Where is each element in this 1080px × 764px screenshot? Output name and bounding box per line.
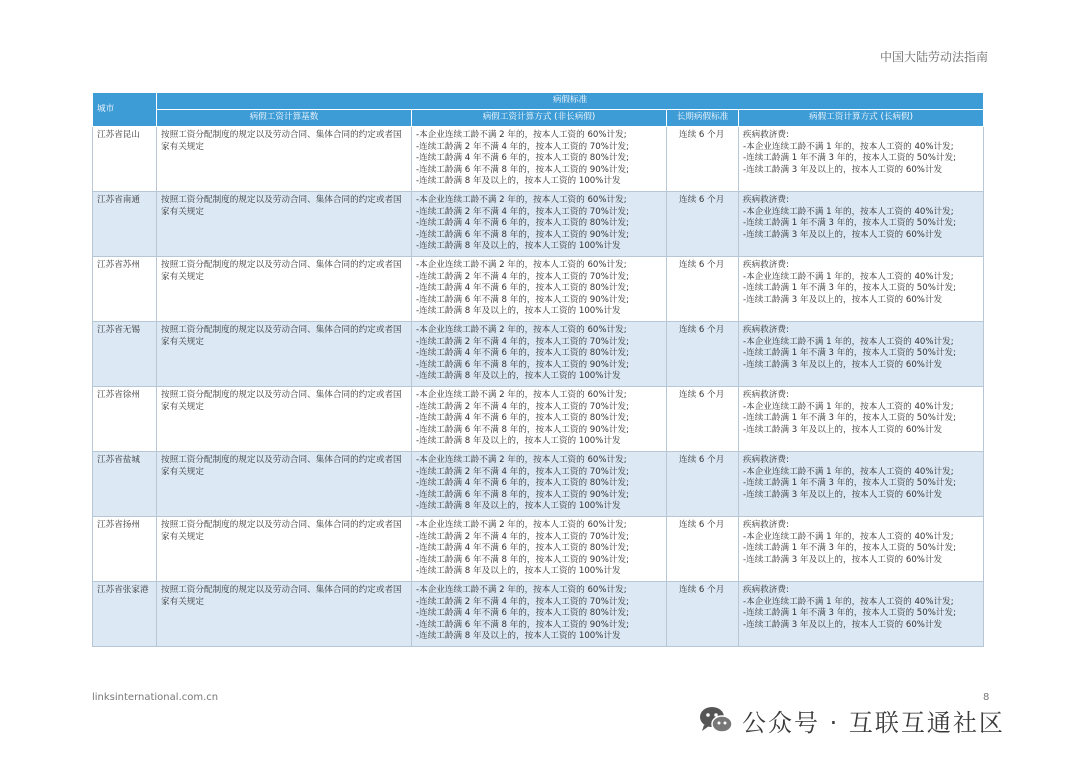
cell-city: 江苏省昆山 bbox=[93, 127, 157, 192]
cell-long-term-method bbox=[739, 452, 984, 517]
cell-short-term-method-line: -本企业连续工龄不满 2 年的，按本人工资的 60%计发; bbox=[416, 195, 627, 205]
cell-wage-base: 按照工资分配制度的规定以及劳动合同、集体合同的约定或者国家有关规定 bbox=[157, 322, 412, 387]
cell-short-term-method bbox=[412, 517, 667, 582]
cell-long-term-method-line: 疾病救济费: bbox=[743, 195, 789, 205]
cell-wage-base: 按照工资分配制度的规定以及劳动合同、集体合同的约定或者国家有关规定 bbox=[157, 517, 412, 582]
table-row bbox=[93, 452, 984, 517]
cell-long-term-method-line: -连续工龄满 3 年及以上的，按本人工资的 60%计发 bbox=[743, 164, 943, 175]
cell-city: 江苏省张家港 bbox=[93, 582, 157, 647]
cell-long-term-method-line: -连续工龄满 3 年及以上的，按本人工资的 60%计发 bbox=[743, 294, 943, 305]
cell-short-term-method-line: -连续工龄满 8 年及以上的，按本人工资的 100%计发 bbox=[416, 241, 621, 252]
cell-long-term-method-line: 疾病救济费: bbox=[743, 260, 789, 270]
cell-long-term-method-line: -连续工龄满 3 年及以上的，按本人工资的 60%计发 bbox=[743, 554, 943, 565]
watermark bbox=[698, 702, 1005, 738]
cell-short-term-method bbox=[412, 127, 667, 192]
cell-short-term-method bbox=[412, 322, 667, 387]
cell-long-term-method-line: 疾病救济费: bbox=[743, 325, 789, 335]
cell-long-term-method-line: -本企业连续工龄不满 1 年的，按本人工资的 40%计发; bbox=[743, 206, 954, 217]
table-row bbox=[93, 192, 984, 257]
cell-short-term-method-line: -连续工龄满 4 年不满 6 年的，按本人工资的 80%计发; bbox=[416, 608, 629, 619]
cell-short-term-method bbox=[412, 387, 667, 452]
cell-short-term-method-line: -连续工龄满 8 年及以上的，按本人工资的 100%计发 bbox=[416, 436, 621, 447]
cell-short-term-method-line: -连续工龄满 6 年不满 8 年的，按本人工资的 90%计发; bbox=[416, 424, 629, 435]
cell-short-term-method-line: -本企业连续工龄不满 2 年的，按本人工资的 60%计发; bbox=[416, 520, 627, 530]
wechat-icon bbox=[698, 705, 734, 735]
cell-long-term-standard: 连续 6 个月 bbox=[667, 517, 739, 582]
cell-long-term-method-line: -连续工龄满 3 年及以上的，按本人工资的 60%计发 bbox=[743, 619, 943, 630]
cell-short-term-method-line: -连续工龄满 6 年不满 8 年的，按本人工资的 90%计发; bbox=[416, 619, 629, 630]
cell-long-term-standard: 连续 6 个月 bbox=[667, 322, 739, 387]
header-long-term-method: 病假工资计算方式 (长病假) bbox=[739, 110, 984, 127]
cell-short-term-method-line: -连续工龄满 4 年不满 6 年的，按本人工资的 80%计发; bbox=[416, 413, 629, 424]
cell-wage-base: 按照工资分配制度的规定以及劳动合同、集体合同的约定或者国家有关规定 bbox=[157, 192, 412, 257]
cell-long-term-method-line: -连续工龄满 1 年不满 3 年的，按本人工资的 50%计发; bbox=[743, 608, 956, 619]
cell-short-term-method-line: -连续工龄满 2 年不满 4 年的，按本人工资的 70%计发; bbox=[416, 531, 629, 542]
cell-short-term-method-line: -连续工龄满 6 年不满 8 年的，按本人工资的 90%计发; bbox=[416, 229, 629, 240]
cell-wage-base: 按照工资分配制度的规定以及劳动合同、集体合同的约定或者国家有关规定 bbox=[157, 452, 412, 517]
cell-long-term-method-line: -连续工龄满 1 年不满 3 年的，按本人工资的 50%计发; bbox=[743, 478, 956, 489]
cell-long-term-method-line: -连续工龄满 3 年及以上的，按本人工资的 60%计发 bbox=[743, 489, 943, 500]
cell-long-term-standard: 连续 6 个月 bbox=[667, 257, 739, 322]
cell-short-term-method-line: -本企业连续工龄不满 2 年的，按本人工资的 60%计发; bbox=[416, 130, 627, 140]
cell-long-term-method-line: -连续工龄满 1 年不满 3 年的，按本人工资的 50%计发; bbox=[743, 348, 956, 359]
cell-short-term-method-line: -连续工龄满 4 年不满 6 年的，按本人工资的 80%计发; bbox=[416, 348, 629, 359]
header-long-term-standard: 长期病假标准 bbox=[667, 110, 739, 127]
cell-short-term-method-line: -连续工龄满 6 年不满 8 年的，按本人工资的 90%计发; bbox=[416, 489, 629, 500]
cell-short-term-method bbox=[412, 192, 667, 257]
cell-long-term-method bbox=[739, 582, 984, 647]
cell-city: 江苏省南通 bbox=[93, 192, 157, 257]
cell-long-term-method-line: -本企业连续工龄不满 1 年的，按本人工资的 40%计发; bbox=[743, 271, 954, 282]
table-row bbox=[93, 322, 984, 387]
cell-short-term-method-line: -连续工龄满 4 年不满 6 年的，按本人工资的 80%计发; bbox=[416, 283, 629, 294]
cell-long-term-method bbox=[739, 192, 984, 257]
cell-long-term-method-line: 疾病救济费: bbox=[743, 455, 789, 465]
cell-long-term-method-line: -本企业连续工龄不满 1 年的，按本人工资的 40%计发; bbox=[743, 596, 954, 607]
cell-short-term-method bbox=[412, 257, 667, 322]
cell-long-term-method bbox=[739, 387, 984, 452]
cell-long-term-standard: 连续 6 个月 bbox=[667, 192, 739, 257]
cell-long-term-method-line: -连续工龄满 1 年不满 3 年的，按本人工资的 50%计发; bbox=[743, 153, 956, 164]
cell-short-term-method-line: -连续工龄满 6 年不满 8 年的，按本人工资的 90%计发; bbox=[416, 294, 629, 305]
cell-long-term-method-line: -连续工龄满 1 年不满 3 年的，按本人工资的 50%计发; bbox=[743, 283, 956, 294]
cell-short-term-method-line: -连续工龄满 4 年不满 6 年的，按本人工资的 80%计发; bbox=[416, 218, 629, 229]
cell-long-term-method-line: -本企业连续工龄不满 1 年的，按本人工资的 40%计发; bbox=[743, 401, 954, 412]
cell-long-term-method-line: -连续工龄满 1 年不满 3 年的，按本人工资的 50%计发; bbox=[743, 413, 956, 424]
cell-short-term-method-line: -连续工龄满 2 年不满 4 年的，按本人工资的 70%计发; bbox=[416, 596, 629, 607]
table-body bbox=[93, 127, 984, 647]
cell-city: 江苏省盐城 bbox=[93, 452, 157, 517]
cell-long-term-method bbox=[739, 127, 984, 192]
cell-city: 江苏省无锡 bbox=[93, 322, 157, 387]
cell-long-term-method-line: -连续工龄满 3 年及以上的，按本人工资的 60%计发 bbox=[743, 229, 943, 240]
table-row bbox=[93, 257, 984, 322]
cell-short-term-method bbox=[412, 582, 667, 647]
table-row bbox=[93, 387, 984, 452]
cell-short-term-method-line: -连续工龄满 6 年不满 8 年的，按本人工资的 90%计发; bbox=[416, 359, 629, 370]
cell-short-term-method-line: -连续工龄满 8 年及以上的，按本人工资的 100%计发 bbox=[416, 176, 621, 187]
cell-long-term-method bbox=[739, 322, 984, 387]
table-row bbox=[93, 517, 984, 582]
cell-short-term-method-line: -连续工龄满 4 年不满 6 年的，按本人工资的 80%计发; bbox=[416, 153, 629, 164]
cell-long-term-standard: 连续 6 个月 bbox=[667, 387, 739, 452]
cell-long-term-method-line: -连续工龄满 3 年及以上的，按本人工资的 60%计发 bbox=[743, 424, 943, 435]
cell-long-term-method-line: -连续工龄满 3 年及以上的，按本人工资的 60%计发 bbox=[743, 359, 943, 370]
cell-city: 江苏省苏州 bbox=[93, 257, 157, 322]
cell-city: 江苏省徐州 bbox=[93, 387, 157, 452]
cell-wage-base: 按照工资分配制度的规定以及劳动合同、集体合同的约定或者国家有关规定 bbox=[157, 387, 412, 452]
cell-wage-base: 按照工资分配制度的规定以及劳动合同、集体合同的约定或者国家有关规定 bbox=[157, 582, 412, 647]
cell-short-term-method-line: -连续工龄满 2 年不满 4 年的，按本人工资的 70%计发; bbox=[416, 401, 629, 412]
cell-short-term-method-line: -连续工龄满 8 年及以上的，按本人工资的 100%计发 bbox=[416, 631, 621, 642]
header-short-term-method: 病假工资计算方式 (非长病假) bbox=[412, 110, 667, 127]
cell-long-term-method bbox=[739, 517, 984, 582]
cell-long-term-method-line: -本企业连续工龄不满 1 年的，按本人工资的 40%计发; bbox=[743, 141, 954, 152]
cell-long-term-method-line: -本企业连续工龄不满 1 年的，按本人工资的 40%计发; bbox=[743, 336, 954, 347]
cell-long-term-standard: 连续 6 个月 bbox=[667, 582, 739, 647]
cell-short-term-method-line: -连续工龄满 2 年不满 4 年的，按本人工资的 70%计发; bbox=[416, 466, 629, 477]
cell-short-term-method bbox=[412, 452, 667, 517]
cell-long-term-method-line: -连续工龄满 1 年不满 3 年的，按本人工资的 50%计发; bbox=[743, 218, 956, 229]
table-row bbox=[93, 127, 984, 192]
document-title: 中国大陆劳动法指南 bbox=[879, 50, 988, 64]
cell-long-term-method-line: -本企业连续工龄不满 1 年的，按本人工资的 40%计发; bbox=[743, 466, 954, 477]
cell-short-term-method-line: -连续工龄满 6 年不满 8 年的，按本人工资的 90%计发; bbox=[416, 554, 629, 565]
watermark-text: 公众号 · 互联互通社区 bbox=[742, 708, 1005, 737]
cell-long-term-method bbox=[739, 257, 984, 322]
cell-short-term-method-line: -连续工龄满 6 年不满 8 年的，按本人工资的 90%计发; bbox=[416, 164, 629, 175]
cell-long-term-method-line: 疾病救济费: bbox=[743, 130, 789, 140]
cell-short-term-method-line: -本企业连续工龄不满 2 年的，按本人工资的 60%计发; bbox=[416, 390, 627, 400]
cell-long-term-method-line: 疾病救济费: bbox=[743, 390, 789, 400]
cell-city: 江苏省扬州 bbox=[93, 517, 157, 582]
cell-short-term-method-line: -本企业连续工龄不满 2 年的，按本人工资的 60%计发; bbox=[416, 260, 627, 270]
header-sick-leave-standard: 病假标准 bbox=[157, 93, 984, 110]
cell-long-term-method-line: 疾病救济费: bbox=[743, 585, 789, 595]
cell-long-term-standard: 连续 6 个月 bbox=[667, 452, 739, 517]
sick-leave-table-container bbox=[92, 92, 983, 647]
cell-short-term-method-line: -连续工龄满 8 年及以上的，按本人工资的 100%计发 bbox=[416, 371, 621, 382]
cell-short-term-method-line: -本企业连续工龄不满 2 年的，按本人工资的 60%计发; bbox=[416, 325, 627, 335]
cell-long-term-method-line: 疾病救济费: bbox=[743, 520, 789, 530]
cell-wage-base: 按照工资分配制度的规定以及劳动合同、集体合同的约定或者国家有关规定 bbox=[157, 127, 412, 192]
header-city: 城市 bbox=[93, 93, 157, 127]
cell-short-term-method-line: -连续工龄满 2 年不满 4 年的，按本人工资的 70%计发; bbox=[416, 336, 629, 347]
sick-leave-table bbox=[92, 92, 984, 647]
cell-long-term-method-line: -连续工龄满 1 年不满 3 年的，按本人工资的 50%计发; bbox=[743, 543, 956, 554]
cell-long-term-standard: 连续 6 个月 bbox=[667, 127, 739, 192]
cell-short-term-method-line: -连续工龄满 2 年不满 4 年的，按本人工资的 70%计发; bbox=[416, 141, 629, 152]
table-row bbox=[93, 582, 984, 647]
cell-short-term-method-line: -本企业连续工龄不满 2 年的，按本人工资的 60%计发; bbox=[416, 585, 627, 595]
cell-short-term-method-line: -连续工龄满 4 年不满 6 年的，按本人工资的 80%计发; bbox=[416, 478, 629, 489]
cell-short-term-method-line: -连续工龄满 8 年及以上的，按本人工资的 100%计发 bbox=[416, 566, 621, 577]
cell-short-term-method-line: -连续工龄满 2 年不满 4 年的，按本人工资的 70%计发; bbox=[416, 271, 629, 282]
cell-long-term-method-line: -本企业连续工龄不满 1 年的，按本人工资的 40%计发; bbox=[743, 531, 954, 542]
cell-short-term-method-line: -连续工龄满 8 年及以上的，按本人工资的 100%计发 bbox=[416, 501, 621, 512]
page-number: 8 bbox=[983, 692, 990, 703]
footer-url: linksinternational.com.cn bbox=[92, 692, 219, 703]
cell-short-term-method-line: -连续工龄满 2 年不满 4 年的，按本人工资的 70%计发; bbox=[416, 206, 629, 217]
cell-wage-base: 按照工资分配制度的规定以及劳动合同、集体合同的约定或者国家有关规定 bbox=[157, 257, 412, 322]
cell-short-term-method-line: -本企业连续工龄不满 2 年的，按本人工资的 60%计发; bbox=[416, 455, 627, 465]
cell-short-term-method-line: -连续工龄满 8 年及以上的，按本人工资的 100%计发 bbox=[416, 306, 621, 317]
header-wage-base: 病假工资计算基数 bbox=[157, 110, 412, 127]
cell-short-term-method-line: -连续工龄满 4 年不满 6 年的，按本人工资的 80%计发; bbox=[416, 543, 629, 554]
